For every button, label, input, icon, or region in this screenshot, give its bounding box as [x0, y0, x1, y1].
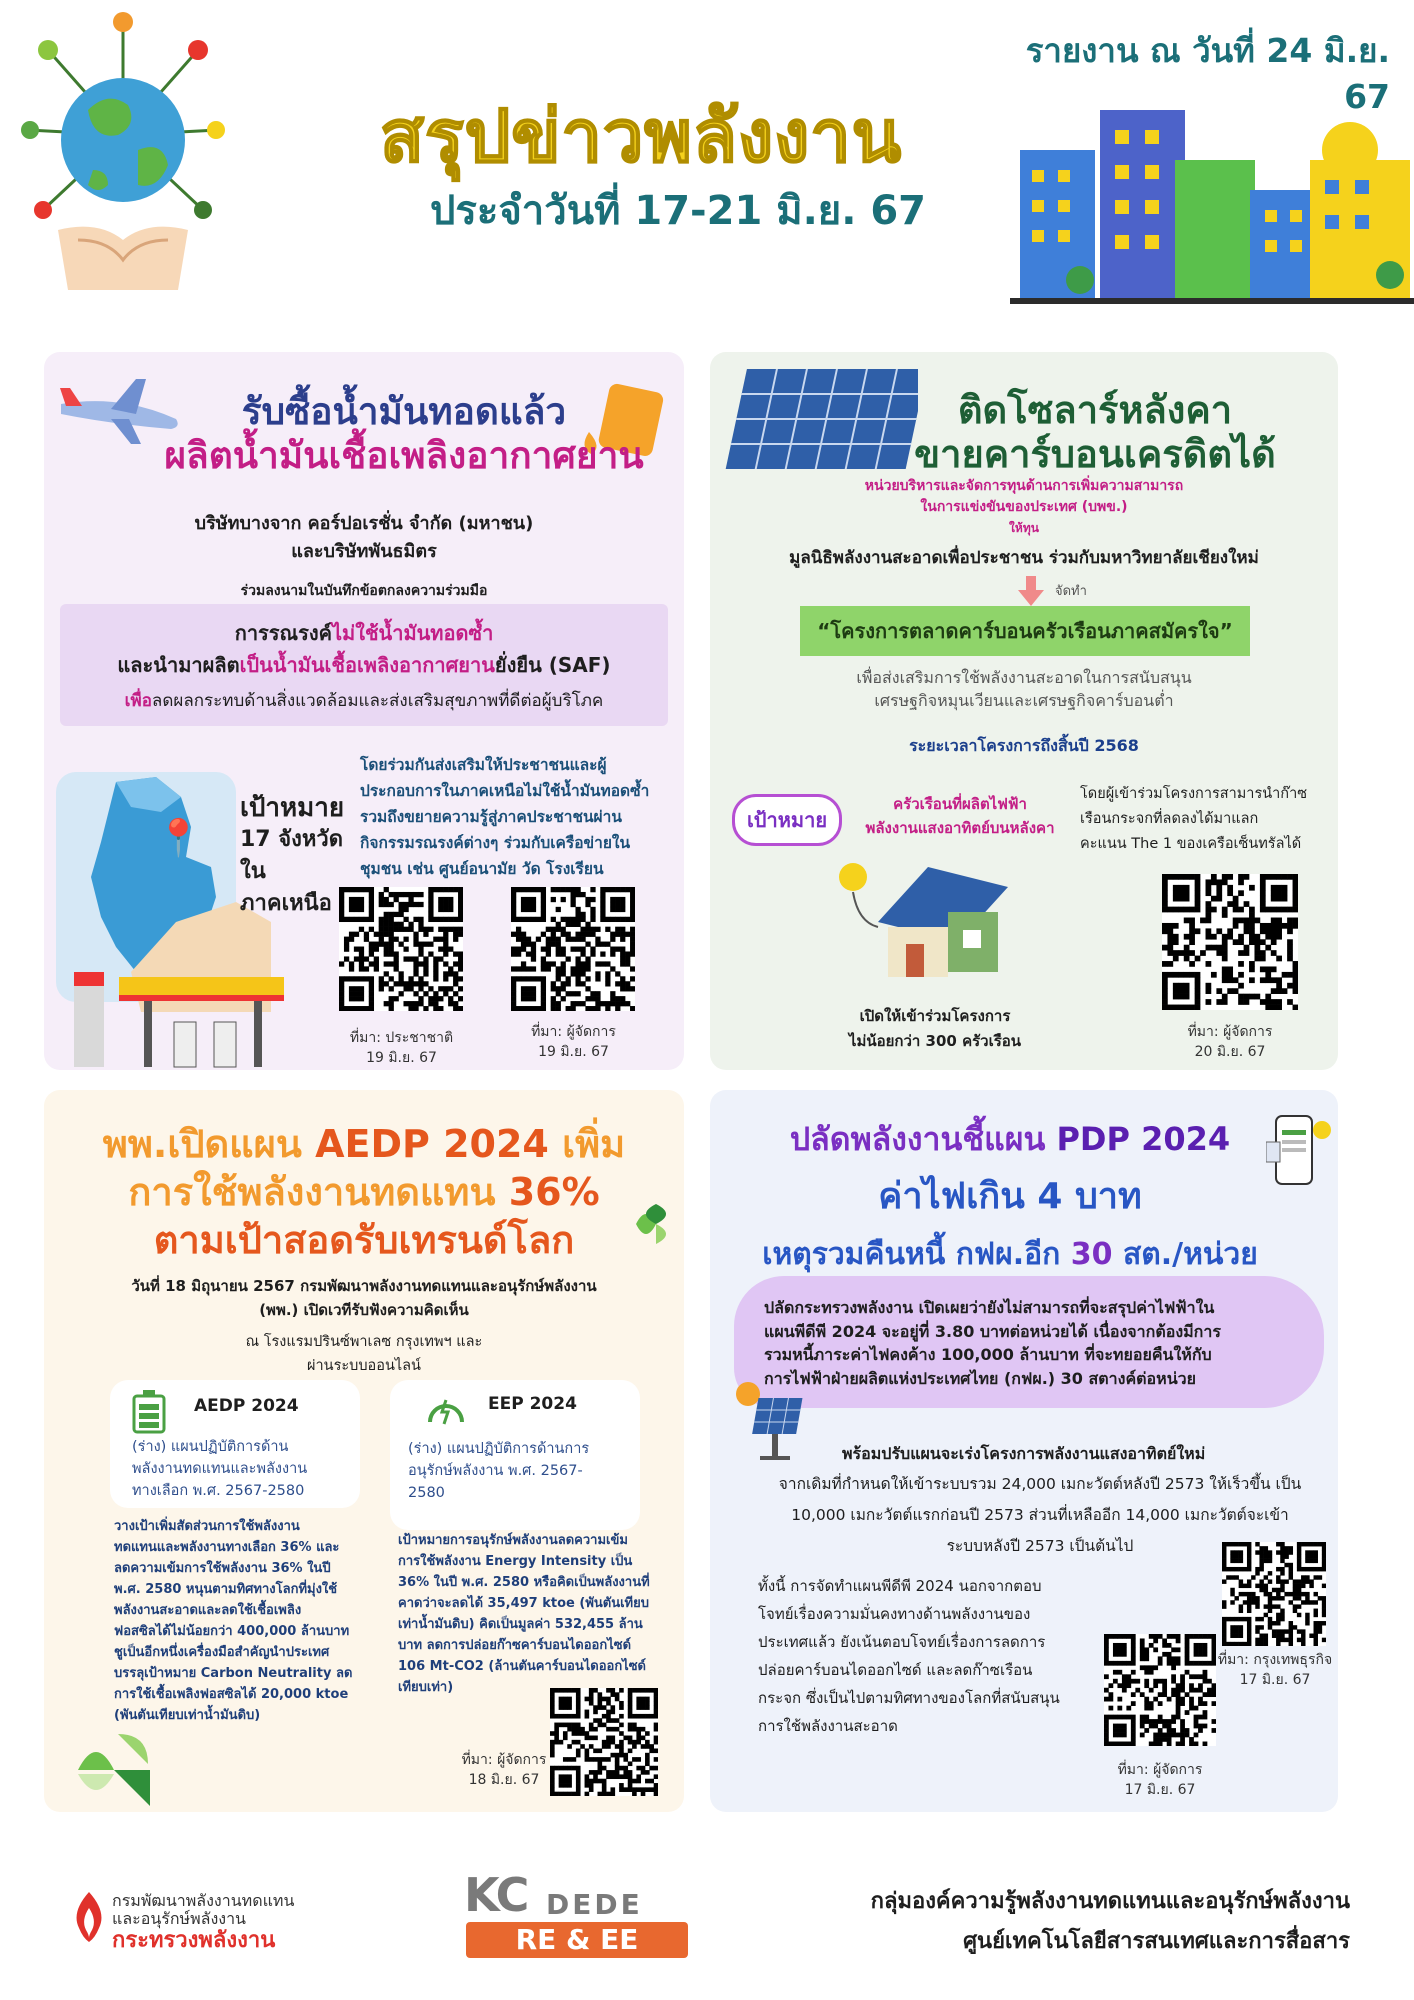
pdp-source-2-date: 17 มิ.ย. 67 [1124, 1782, 1196, 1798]
aedp-left-line: วางเป้าเพิ่มสัดส่วนการใช้พลังงาน [114, 1519, 300, 1534]
aedp-venue-2: ผ่านระบบออนไลน์ [307, 1358, 421, 1374]
pdp-para-line: ประเทศแล้ว ยังเน้นตอบโจทย์เรื่องการลดการ [758, 1633, 1046, 1651]
solar-project-banner: “โครงการตลาดคาร์บอนครัวเรือนภาคสมัครใจ” [800, 606, 1250, 656]
saf-box-l1a: การรณรงค์ [234, 621, 332, 645]
solar-benefit-3: คะแนน The 1 ของเครือเซ็นทรัลได้ [1080, 836, 1302, 852]
pdp-source-2: ที่มา: ผู้จัดการ [1117, 1762, 1203, 1778]
solar-house-icon [838, 852, 1018, 986]
page-title: สรุปข่าวพลังงาน [380, 94, 902, 178]
eep-right-text [398, 1530, 668, 1698]
solar-source: ที่มา: ผู้จัดการ [1187, 1024, 1273, 1040]
footer-dept-1: กรมพัฒนาพลังงานทดแทน [112, 1891, 295, 1910]
aedp-right-line: เท่าน้ำมันดิบ) คิดเป็นมูลค่า 532,455 ล้าน [398, 1617, 643, 1632]
pdp-box-line: รวมหนี้ภาระค่าไฟคงค้าง 100,000 ล้านบาท ที่จะทยอยคืนให้กับ [764, 1345, 1212, 1364]
aedp-right-line: เป้าหมายการอนุรักษ์พลังงานลดความเข้ม [398, 1533, 628, 1548]
pdp-para-line: กระจก ซึ่งเป็นไปตามทิศทางของโลกที่สนับสนุน [758, 1689, 1060, 1707]
solar-open-2: ไม่น้อยกว่า 300 ครัวเรือน [848, 1032, 1022, 1050]
eep-card-title: EEP 2024 [488, 1394, 577, 1414]
pdp-source-1-date: 17 มิ.ย. 67 [1239, 1672, 1311, 1688]
saf-title-line1: รับซื้อน้ำมันทอดแล้ว [241, 390, 567, 433]
footer-center: ศูนย์เทคโนโลยีสารสนเทศและการสื่อสาร [963, 1929, 1350, 1954]
aedp-card-3: ทางเลือก พ.ศ. 2567-2580 [132, 1483, 305, 1499]
solar-period: ระยะเวลาโครงการถึงสิ้นปี 2568 [909, 736, 1139, 755]
solar-title-line1: ติดโซลาร์หลังคา [957, 388, 1233, 432]
aedp-title-2a: การใช้พลังงานทดแทน [128, 1170, 509, 1214]
aedp-title-1b: AEDP 2024 [315, 1122, 549, 1166]
solar-purpose-1: เพื่อส่งเสริมการใช้พลังงานสะอาดในการสนับสนุน [856, 668, 1192, 687]
saf-box-l3b: ลดผลกระทบด้านสิ่งแวดล้อมและส่งเสริมสุขภาพที่ดีต่อผู้บริโภค [151, 691, 604, 711]
qr-code-manager-saf[interactable] [511, 887, 635, 1011]
earth-hands-icon [18, 10, 228, 310]
aedp-venue-1: ณ โรงแรมปรินซ์พาเลซ กรุงเทพฯ และ [245, 1334, 483, 1350]
aedp-news-panel [44, 1090, 684, 1812]
saf-source-2: ที่มา: ผู้จัดการ [531, 1024, 616, 1040]
saf-title-line2: ผลิตน้ำมันเชื้อเพลิงอากาศยาน [164, 434, 644, 477]
saf-box-l2a: และนำมาผลิต [117, 653, 240, 677]
aedp-right-line: 106 Mt-CO2 (ล้านตันคาร์บอนไดออกไซด์ [398, 1659, 646, 1674]
pdp-news-panel [710, 1090, 1338, 1812]
solar-purpose-2: เศรษฐกิจหมุนเวียนและเศรษฐกิจคาร์บอนต่ำ [874, 691, 1174, 710]
aedp-left-line: พลังงานสะอาดและลดใช้เชื้อเพลิง [114, 1603, 302, 1618]
aedp-left-line: ทดแทนและพลังงานทางเลือก 36% และ [114, 1540, 340, 1555]
aedp-card-1: (ร่าง) แผนปฏิบัติการด้าน [132, 1439, 289, 1455]
pdp-solar-1: จากเดิมที่กำหนดให้เข้าระบบรวม 24,000 เมกะวัตต์หลังปี 2573 ให้เร็วขึ้น เป็น [778, 1475, 1302, 1493]
aedp-left-line: พ.ศ. 2580 หนุนตามทิศทางโลกที่มุ่งใช้ [114, 1582, 338, 1597]
green-shapes-deco [78, 1734, 158, 1810]
aedp-left-line: ฟอสซิลได้ไม่น้อยกว่า 400,000 ล้านบาท [114, 1624, 350, 1639]
city-buildings-icon [1010, 90, 1414, 315]
saf-box-l2b: เป็นน้ำมันเชื้อเพลิงอากาศยาน [239, 653, 495, 677]
pdp-title-3c: สต./หน่วย [1112, 1237, 1258, 1272]
aedp-title-1a: พพ.เปิดแผน [102, 1122, 316, 1166]
footer-group: กลุ่มองค์ความรู้พลังงานทดแทนและอนุรักษ์พลังงาน [870, 1889, 1350, 1914]
logo-dede: DEDE [546, 1888, 643, 1921]
logo-re-ee: RE & EE [466, 1922, 688, 1958]
logo-kc: KC [464, 1868, 528, 1922]
aedp-title-1c: เพิ่ม [548, 1122, 626, 1166]
green-leaf-deco-icon [636, 1204, 676, 1248]
page-subtitle: ประจำวันที่ 17-21 มิ.ย. 67 [430, 188, 926, 234]
solar-open-1: เปิดให้เข้าร่วมโครงการ [859, 1007, 1011, 1025]
eep-card-1: (ร่าง) แผนปฏิบัติการด้านการ [408, 1441, 590, 1457]
qr-code-manager-aedp[interactable] [550, 1688, 658, 1796]
saf-target-label: เป้าหมาย [240, 793, 345, 823]
aedp-right-line: การใช้พลังงาน Energy Intensity เป็น [398, 1554, 633, 1569]
eep-card-3: 2580 [408, 1485, 445, 1501]
saf-desc-4: กิจกรรมรณรงค์ต่างๆ ร่วมกับเครือข่ายใน [360, 834, 631, 852]
pdp-box-line: ปลัดกระทรวงพลังงาน เปิดเผยว่ายังไม่สามารถที่จะสรุปค่าไฟฟ้าใน [764, 1298, 1215, 1317]
aedp-intro-2: (พพ.) เปิดเวทีรับฟังความคิดเห็น [259, 1301, 469, 1319]
pdp-para-line: การใช้พลังงานสะอาด [758, 1717, 898, 1735]
pdp-highlight-text [764, 1296, 1309, 1390]
saf-source-2-date: 19 มิ.ย. 67 [538, 1044, 609, 1060]
saf-target-1: 17 จังหวัดใน [240, 827, 344, 884]
solar-title-line2: ขายคาร์บอนเครดิตได้ [914, 432, 1276, 476]
pdp-title-1a: ปลัดพลังงานชี้แผน [789, 1120, 1057, 1158]
pdp-title-1b: PDP 2024 [1056, 1120, 1231, 1158]
pdp-para-line: ปล่อยคาร์บอนไดออกไซด์ และลดก๊าซเรือน [758, 1661, 1033, 1679]
pdp-box-line: การไฟฟ้าฝ่ายผลิตแห่งประเทศไทย (กฟผ.) 30 สตางค์ต่อหน่วย [764, 1368, 1196, 1388]
aedp-right-line: 36% ในปี พ.ศ. 2580 หรือคิดเป็นพลังงานที่ [398, 1575, 650, 1590]
aedp-card-2: พลังงานทดแทนและพลังงาน [132, 1461, 308, 1477]
dede-flame-logo [68, 1890, 110, 1952]
eep-card-2: อนุรักษ์พลังงาน พ.ศ. 2567- [408, 1463, 583, 1479]
saf-target-2: ภาคเหนือ [240, 891, 332, 916]
saf-mou-text: ร่วมลงนามในบันทึกข้อตกลงความร่วมมือ [240, 583, 488, 599]
aedp-source-date: 18 มิ.ย. 67 [468, 1772, 540, 1788]
aedp-right-line: เทียบเท่า) [398, 1680, 454, 1695]
pdp-solar-head: พร้อมปรับแผนจะเร่งโครงการพลังงานแสงอาทิตย์ใหม่ [842, 1444, 1206, 1463]
aedp-title-2b: 36% [508, 1170, 600, 1214]
pdp-solar-2: 10,000 เมกะวัตต์แรกก่อนปี 2573 ส่วนที่เหลืออีก 14,000 เมกะวัตต์จะเข้า [791, 1506, 1289, 1524]
saf-desc-2: ประกอบการในภาคเหนือไม่ใช้น้ำมันทอดซ้ำ [360, 782, 650, 800]
aedp-right-line: คาดว่าจะลดได้ 35,497 ktoe (พันตันเทียบ [398, 1596, 649, 1611]
report-date: รายงาน ณ วันที่ 24 มิ.ย. 67 [1025, 31, 1390, 116]
energy-gauge-icon [426, 1392, 466, 1430]
pdp-title-2: ค่าไฟเกิน 4 บาท [878, 1176, 1142, 1217]
solar-org-line2: ในการแข่งขันของประเทศ (บพข.) [920, 499, 1128, 515]
aedp-left-line: ชูเป็นอีกหนึ่งเครื่องมือสำคัญนำประเทศ [114, 1645, 330, 1660]
aedp-left-line: บรรลุเป้าหมาย Carbon Neutrality ลด [114, 1666, 353, 1681]
saf-box-l2c: ยั่งยืน (SAF) [494, 653, 611, 677]
saf-box-l3a: เพื่อ [124, 691, 152, 711]
gas-station-icon [74, 962, 284, 1076]
qr-code-manager-solar[interactable] [1162, 874, 1298, 1010]
aedp-left-line: (พันตันเทียบเท่าน้ำมันดิบ) [114, 1708, 261, 1723]
saf-desc-1: โดยร่วมกันส่งเสริมให้ประชาชนและผู้ [360, 756, 607, 774]
qr-code-manager-pdp[interactable] [1104, 1634, 1216, 1746]
saf-box-l1b: ไม่ใช้น้ำมันทอดซ้ำ [331, 621, 494, 645]
map-pin-icon: 📍 [156, 818, 201, 859]
sun-solar-icon [732, 1378, 812, 1466]
pdp-solar-3: ระบบหลังปี 2573 เป็นต้นไป [946, 1537, 1134, 1555]
solar-source-date: 20 มิ.ย. 67 [1194, 1044, 1266, 1060]
pdp-paragraph [758, 1572, 1098, 1740]
footer-dept-2: และอนุรักษ์พลังงาน [112, 1909, 246, 1928]
aedp-intro-1: วันที่ 18 มิถุนายน 2567 กรมพัฒนาพลังงานทดแทนและอนุรักษ์พลังงาน [131, 1277, 597, 1295]
aedp-left-line: การใช้เชื้อเพลิงฟอสซิลได้ 20,000 ktoe [114, 1687, 349, 1702]
battery-icon [132, 1390, 166, 1438]
kc-dede-logo [464, 1868, 694, 1958]
solar-benefit-2: เรือนกระจกที่ลดลงได้มาแลก [1080, 811, 1259, 827]
aedp-source: ที่มา: ผู้จัดการ [461, 1752, 547, 1768]
saf-source-1-date: 19 มิ.ย. 67 [366, 1050, 437, 1066]
pdp-box-line: แผนพีดีพี 2024 จะอยู่ที่ 3.80 บาทต่อหน่วยได้ เนื่องจากต้องมีการ [764, 1321, 1221, 1341]
footer-ministry: กระทรวงพลังงาน [112, 1928, 276, 1953]
solar-make-label: จัดทำ [1055, 584, 1087, 599]
solar-target-label: เป้าหมาย [732, 794, 842, 846]
saf-company-line1: บริษัทบางจาก คอร์ปอเรชั่น จำกัด (มหาชน) [194, 513, 534, 534]
pdp-title-3b: 30 [1070, 1237, 1113, 1272]
qr-code-prachachat[interactable] [339, 887, 463, 1011]
aedp-left-line: ลดความเข้มการใช้พลังงาน 36% ในปี [114, 1561, 331, 1576]
aedp-card-title: AEDP 2024 [194, 1396, 299, 1416]
aedp-left-text [114, 1516, 379, 1726]
pdp-para-line: โจทย์เรื่องความมั่นคงทางด้านพลังงานของ [758, 1605, 1031, 1623]
solar-partner: มูลนิธิพลังงานสะอาดเพื่อประชาชน ร่วมกับมหาวิทยาลัยเชียงใหม่ [789, 548, 1259, 568]
qr-code-bangkokbiz[interactable] [1222, 1542, 1326, 1646]
pdp-source-1: ที่มา: กรุงเทพธุรกิจ [1217, 1652, 1333, 1668]
saf-source-1: ที่มา: ประชาชาติ [349, 1030, 454, 1046]
solar-benefit-1: โดยผู้เข้าร่วมโครงการสามารนำก๊าซ [1080, 786, 1308, 802]
solar-org-line1: หน่วยบริหารและจัดการทุนด้านการเพิ่มความสามารถ [864, 478, 1184, 494]
phone-bill-icon [1266, 1112, 1332, 1196]
pdp-title-3a: เหตุรวมคืนหนี้ กฟผ.อีก [762, 1237, 1071, 1272]
saf-company-line2: และบริษัทพันธมิตร [291, 541, 437, 562]
solar-fund-label: ให้ทุน [1009, 521, 1039, 535]
solar-target-1: ครัวเรือนที่ผลิตไฟฟ้า [893, 795, 1027, 813]
pdp-para-line: ทั้งนี้ การจัดทำแผนพีดีพี 2024 นอกจากตอบ [758, 1577, 1042, 1595]
solar-carbon-panel [710, 352, 1338, 1070]
saf-desc-3: รวมถึงขยายความรู้สู่ภาคประชาชนผ่าน [360, 808, 622, 826]
saf-news-panel [44, 352, 684, 1070]
aedp-right-line: บาท ลดการปล่อยก๊าซคาร์บอนไดออกไซด์ [398, 1638, 632, 1653]
saf-desc-5: ชุมชน เช่น ศูนย์อนามัย วัด โรงเรียน [360, 860, 604, 878]
aedp-title-3: ตามเป้าสอดรับเทรนด์โลก [153, 1218, 575, 1262]
solar-target-2: พลังงานแสงอาทิตย์บนหลังคา [865, 819, 1055, 837]
